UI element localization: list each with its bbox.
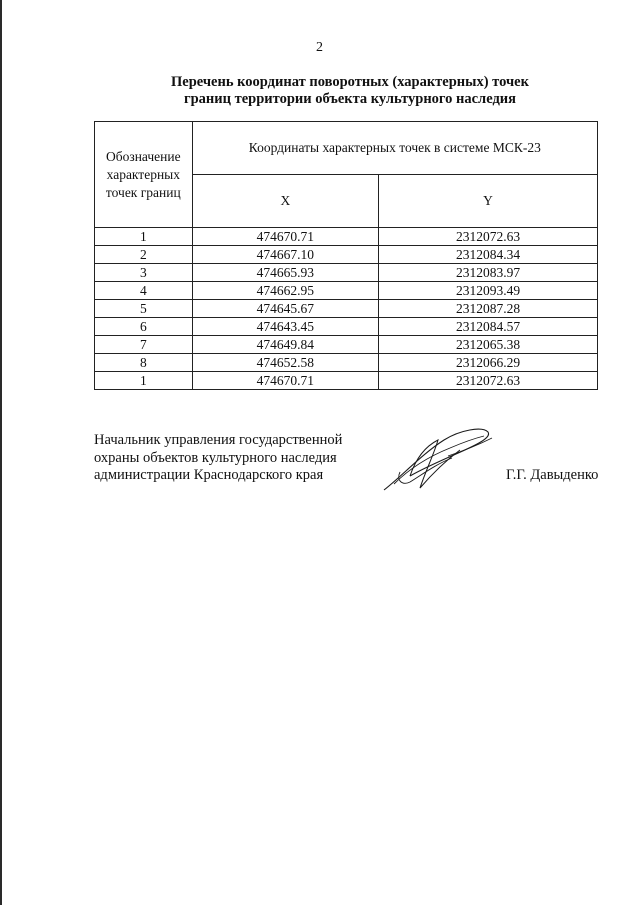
page-left-edge — [0, 0, 2, 905]
y-value-cell: 2312065.38 — [379, 336, 598, 354]
y-value-cell: 2312084.34 — [379, 246, 598, 264]
x-value-cell: 474649.84 — [192, 336, 378, 354]
title-line-1: Перечень координат поворотных (характерных) точек — [171, 74, 529, 90]
x-value-cell: 474670.71 — [192, 228, 378, 246]
x-value-cell: 474667.10 — [192, 246, 378, 264]
y-value-cell: 2312087.28 — [379, 300, 598, 318]
x-value-cell: 474665.93 — [192, 264, 378, 282]
x-value-cell: 474652.58 — [192, 354, 378, 372]
table-row — [95, 318, 598, 336]
table-row — [95, 354, 598, 372]
signer-position-line-1: Начальник управления государственной — [94, 432, 343, 448]
x-value-cell: 474645.67 — [192, 300, 378, 318]
signer-position — [94, 432, 342, 485]
y-value-cell: 2312072.63 — [379, 372, 598, 390]
title-line-2: границ территории объекта культурного наследия — [184, 91, 516, 107]
signer-position-line-3: администрации Краснодарского края — [94, 467, 324, 483]
signer-position-line-2: охраны объектов культурного наследия — [94, 449, 337, 466]
table-row — [95, 282, 598, 300]
signer-name: Г.Г. Давыденко — [506, 467, 599, 483]
point-id-cell: 2 — [95, 246, 193, 264]
point-id-cell: 6 — [95, 318, 193, 336]
y-value-cell: 2312072.63 — [379, 228, 598, 246]
x-column-header: X — [192, 175, 378, 228]
document-title — [60, 74, 639, 108]
point-id-cell: 3 — [95, 264, 193, 282]
point-label-header-line-1: Обозначение — [106, 148, 181, 164]
point-id-cell: 8 — [95, 354, 193, 372]
x-value-cell: 474670.71 — [192, 372, 378, 390]
table-row — [95, 246, 598, 264]
point-label-header-line-3: точек границ — [105, 184, 181, 200]
table-row — [95, 228, 598, 246]
x-value-cell: 474662.95 — [192, 282, 378, 300]
table-row — [95, 300, 598, 318]
point-id-cell: 7 — [95, 336, 193, 354]
y-value-cell: 2312083.97 — [379, 264, 598, 282]
handwritten-signature — [380, 424, 500, 496]
y-column-header: Y — [379, 175, 598, 228]
point-id-cell: 5 — [95, 300, 193, 318]
table-row — [95, 264, 598, 282]
x-value-cell: 474643.45 — [192, 318, 378, 336]
point-label-header — [95, 122, 193, 228]
point-id-cell: 1 — [95, 372, 193, 390]
y-value-cell: 2312066.29 — [379, 354, 598, 372]
page-number: 2 — [316, 40, 323, 55]
coordinates-table — [94, 121, 598, 390]
table-row — [95, 372, 598, 390]
point-id-cell: 1 — [95, 228, 193, 246]
coordinates-group-header: Координаты характерных точек в системе МСК-23 — [192, 122, 597, 175]
table-row — [95, 336, 598, 354]
point-id-cell: 4 — [95, 282, 193, 300]
y-value-cell: 2312093.49 — [379, 282, 598, 300]
point-label-header-line-2: характерных — [106, 166, 180, 182]
y-value-cell: 2312084.57 — [379, 318, 598, 336]
